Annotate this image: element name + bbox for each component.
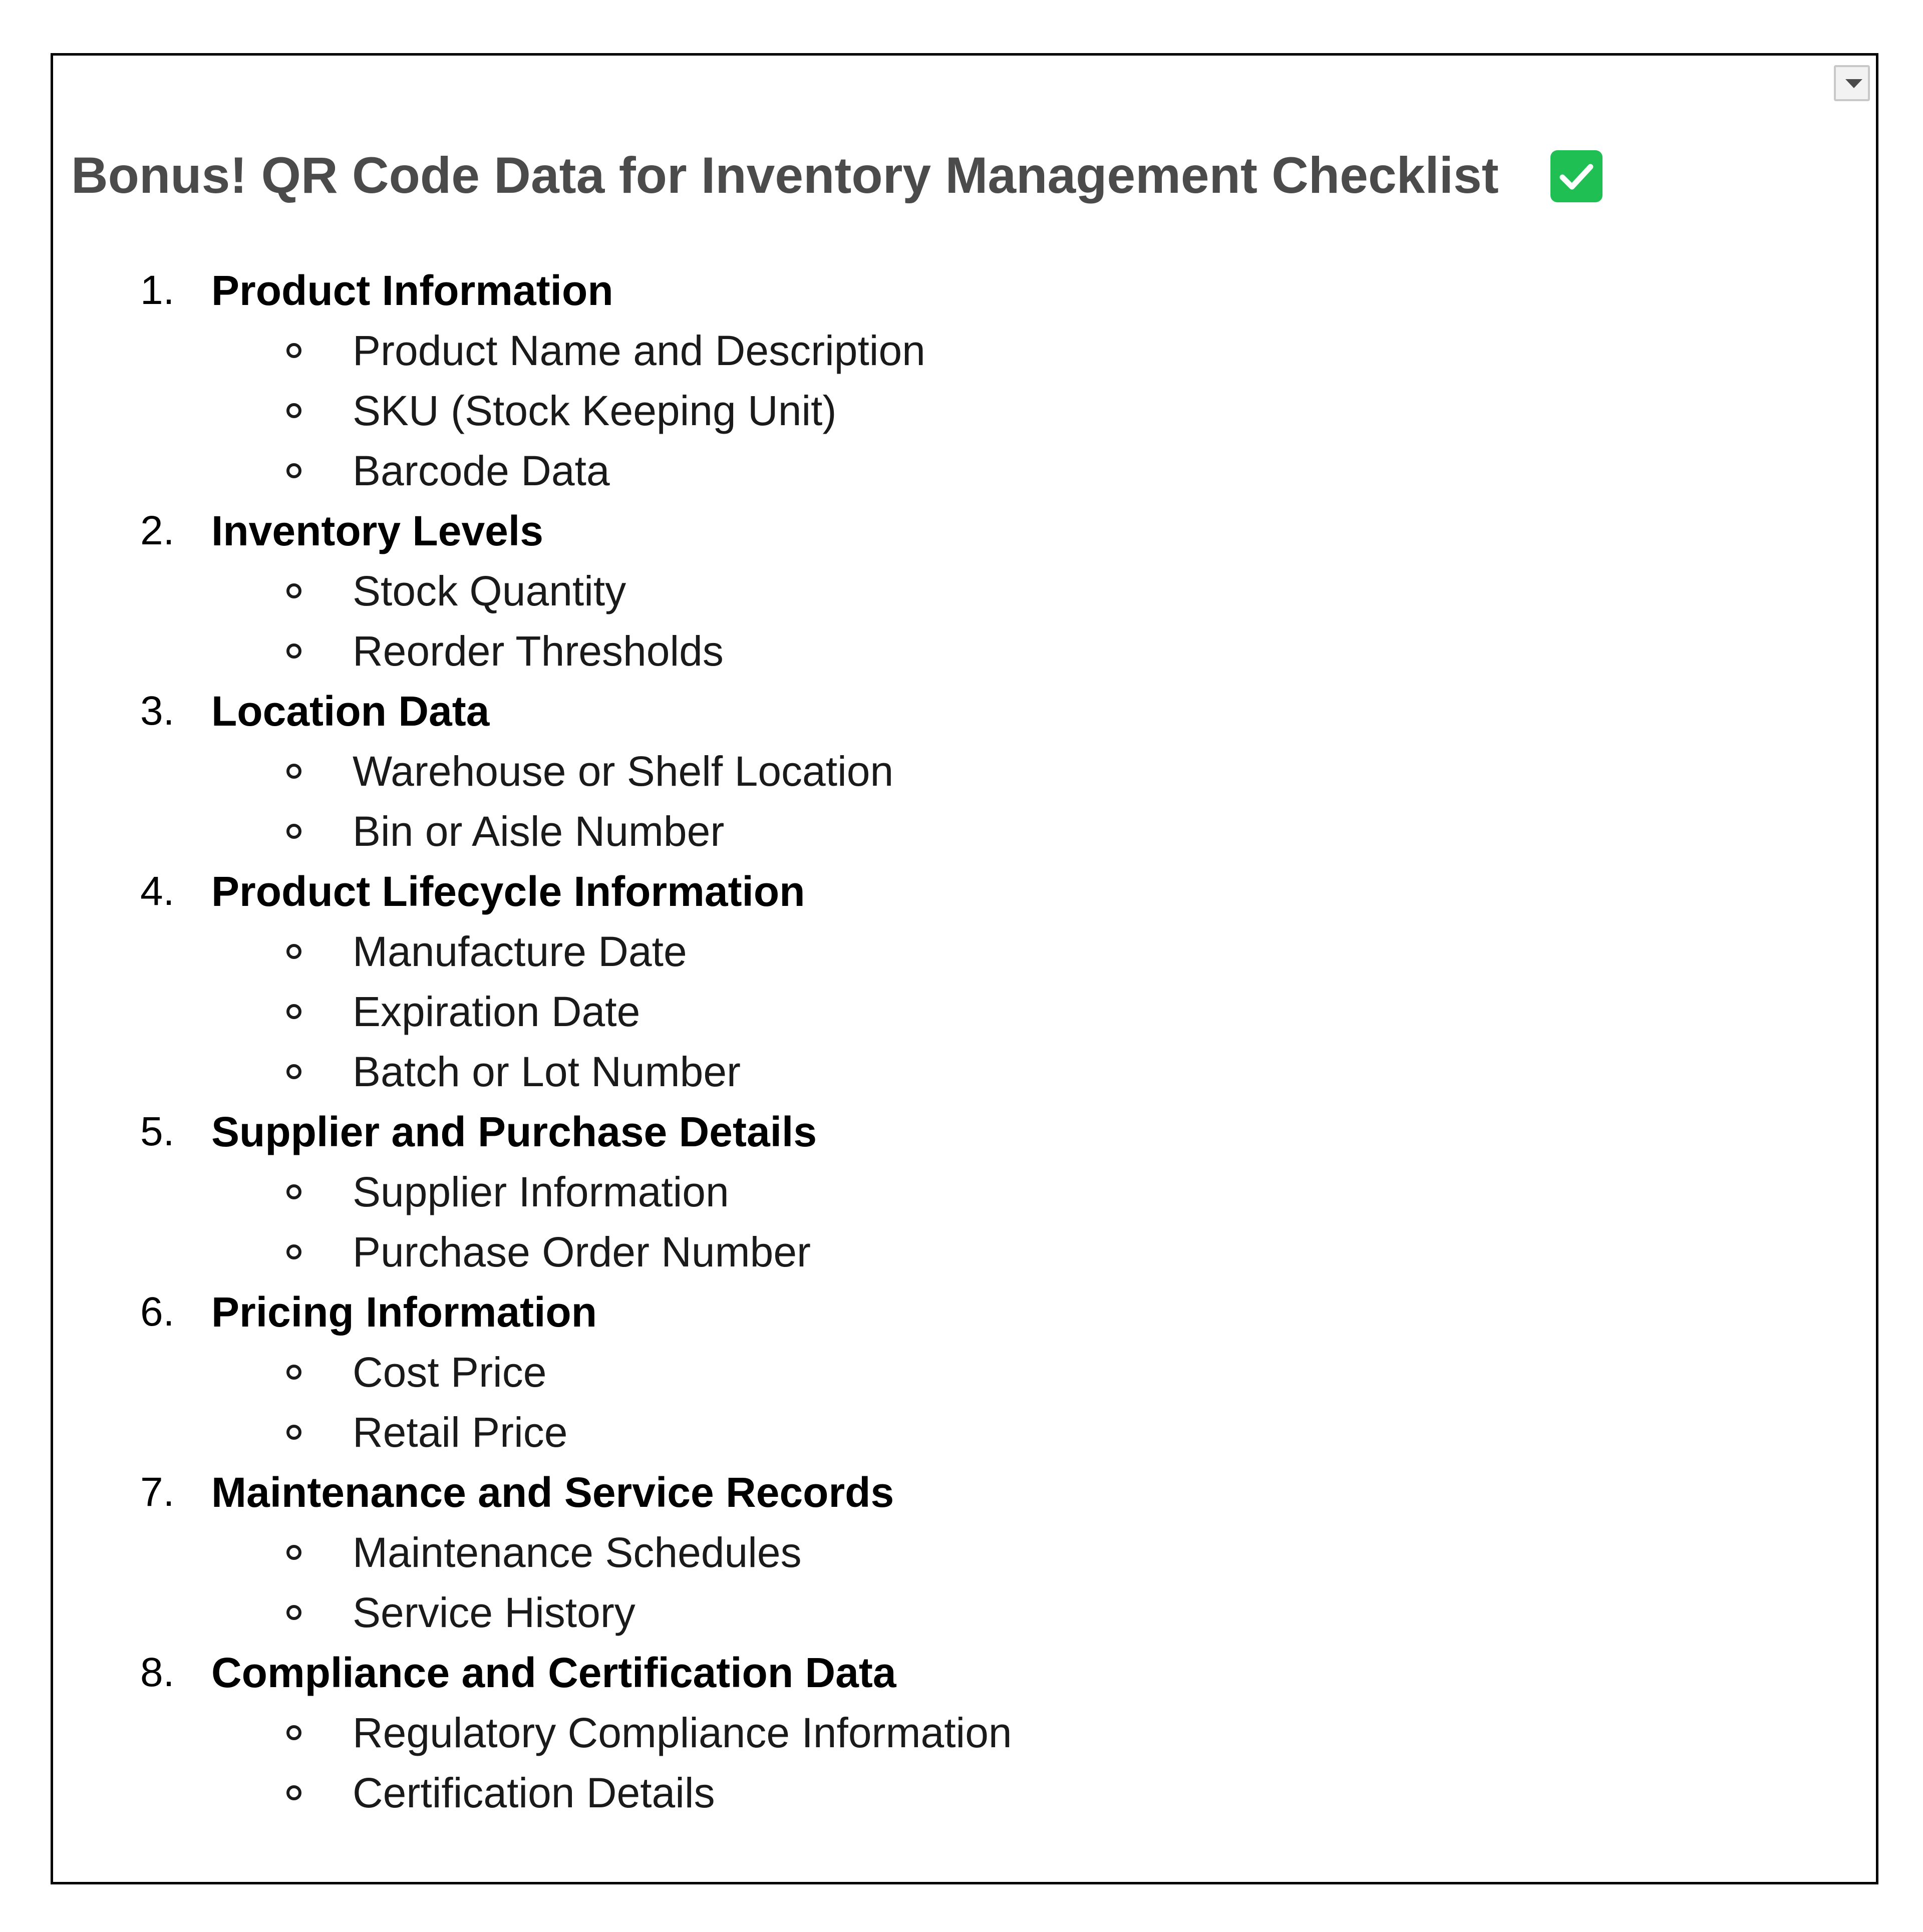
- hollow-bullet-icon: [286, 1605, 301, 1620]
- sub-item-text: Regulatory Compliance Information: [353, 1709, 1012, 1756]
- sub-item-text: SKU (Stock Keeping Unit): [353, 387, 837, 434]
- section-heading: Compliance and Certification Data: [211, 1649, 896, 1696]
- section-heading: Product Information: [211, 267, 613, 314]
- sub-item-text: Product Name and Description: [353, 327, 925, 374]
- section-number: 1.: [140, 267, 175, 313]
- section-heading: Inventory Levels: [211, 507, 543, 554]
- hollow-bullet-icon: [286, 1725, 301, 1740]
- section-heading: Pricing Information: [211, 1289, 597, 1336]
- section-number: 8.: [140, 1650, 175, 1695]
- hollow-bullet-icon: [286, 944, 301, 959]
- hollow-bullet-icon: [286, 764, 301, 779]
- hollow-bullet-icon: [286, 1785, 301, 1800]
- hollow-bullet-icon: [286, 1425, 301, 1440]
- hollow-bullet-icon: [286, 403, 301, 418]
- hollow-bullet-icon: [286, 1064, 301, 1079]
- hollow-bullet-icon: [286, 1545, 301, 1560]
- section-number: 2.: [140, 508, 175, 553]
- hollow-bullet-icon: [286, 1244, 301, 1259]
- sub-item-text: Service History: [353, 1589, 635, 1636]
- sub-item-text: Purchase Order Number: [353, 1228, 811, 1275]
- sub-item-text: Bin or Aisle Number: [353, 808, 725, 855]
- sub-item-text: Retail Price: [353, 1409, 568, 1456]
- sub-item-text: Cost Price: [353, 1349, 547, 1396]
- section-number: 4.: [140, 868, 175, 914]
- section-number: 3.: [140, 688, 175, 734]
- sub-item-text: Expiration Date: [353, 988, 640, 1035]
- sub-item-text: Supplier Information: [353, 1168, 729, 1215]
- sub-item-text: Batch or Lot Number: [353, 1048, 741, 1095]
- page-title: Bonus! QR Code Data for Inventory Management Checklist: [71, 147, 1499, 204]
- section-heading: Maintenance and Service Records: [211, 1469, 894, 1516]
- sub-item-text: Stock Quantity: [353, 567, 626, 614]
- sub-item-text: Certification Details: [353, 1769, 715, 1816]
- section-number: 6.: [140, 1289, 175, 1335]
- hollow-bullet-icon: [286, 1004, 301, 1019]
- hollow-bullet-icon: [286, 1365, 301, 1380]
- section-heading: Supplier and Purchase Details: [211, 1108, 817, 1155]
- sub-item-text: Reorder Thresholds: [353, 627, 724, 675]
- hollow-bullet-icon: [286, 343, 301, 358]
- sub-item-text: Maintenance Schedules: [353, 1529, 802, 1576]
- hollow-bullet-icon: [286, 824, 301, 839]
- section-number: 7.: [140, 1469, 175, 1515]
- sub-item-text: Warehouse or Shelf Location: [353, 748, 894, 795]
- hollow-bullet-icon: [286, 1184, 301, 1199]
- section-heading: Location Data: [211, 688, 490, 735]
- section-number: 5.: [140, 1109, 175, 1154]
- hollow-bullet-icon: [286, 463, 301, 478]
- hollow-bullet-icon: [286, 583, 301, 598]
- hollow-bullet-icon: [286, 643, 301, 659]
- sub-item-text: Manufacture Date: [353, 928, 687, 975]
- section-heading: Product Lifecycle Information: [211, 868, 805, 915]
- sub-item-text: Barcode Data: [353, 447, 610, 494]
